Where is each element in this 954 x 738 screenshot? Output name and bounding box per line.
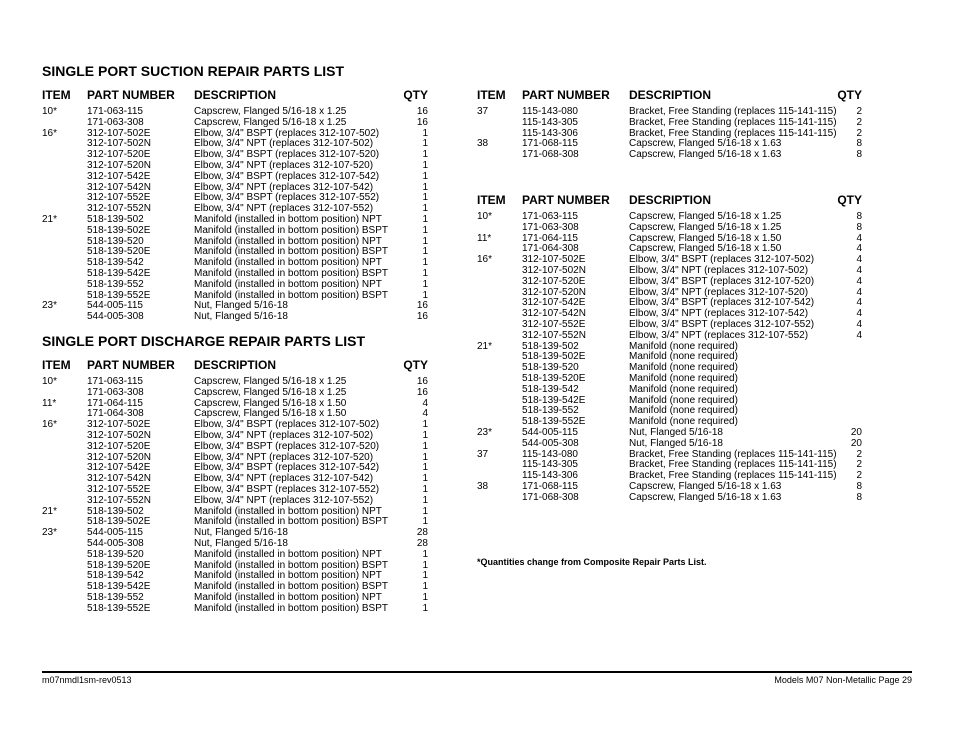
description-cell: Manifold (installed in bottom position) NPT xyxy=(194,213,382,225)
item-cell: 37 xyxy=(477,448,489,460)
description-cell: Capscrew, Flanged 5/16-18 x 1.25 xyxy=(194,376,347,387)
part-number-cell: 312-107-502E xyxy=(87,127,151,139)
table-row xyxy=(477,493,862,504)
part-number-cell: 312-107-542N xyxy=(87,473,151,485)
header-part-number: PART NUMBER xyxy=(87,358,175,372)
part-number-cell: 312-107-542E xyxy=(87,462,151,474)
header-description: DESCRIPTION xyxy=(629,193,712,207)
table-row xyxy=(42,118,428,129)
part-number-cell: 312-107-542E xyxy=(87,170,151,182)
qty-cell: 1 xyxy=(422,429,428,441)
part-number-cell: 312-107-520E xyxy=(87,149,151,161)
table-row xyxy=(477,331,862,342)
part-number-cell: 115-143-306 xyxy=(522,127,578,139)
item-cell: 38 xyxy=(477,480,489,492)
suction-section-title: SINGLE PORT SUCTION REPAIR PARTS LIST xyxy=(42,63,345,79)
qty-cell: 4 xyxy=(856,232,862,244)
description-cell: Manifold (installed in bottom position) BSPT xyxy=(194,246,388,258)
qty-cell: 1 xyxy=(422,570,428,582)
qty-cell: 2 xyxy=(856,470,862,482)
qty-cell: 4 xyxy=(856,318,862,330)
qty-cell: 1 xyxy=(422,494,428,506)
part-number-cell: 312-107-502E xyxy=(87,419,151,431)
qty-cell: 16 xyxy=(416,106,428,117)
description-cell: Bracket, Free Standing (replaces 115-141-115) xyxy=(629,106,837,117)
description-cell: Elbow, 3/4" NPT (replaces 312-107-520) xyxy=(194,451,374,463)
table-header xyxy=(477,193,862,207)
table-body xyxy=(477,107,862,161)
table-header xyxy=(42,358,428,372)
qty-cell: 8 xyxy=(856,480,862,492)
description-cell: Elbow, 3/4" BSPT (replaces 312-107-552) xyxy=(194,192,380,204)
part-number-cell: 171-064-308 xyxy=(522,243,579,255)
description-cell: Manifold (installed in bottom position) BSPT xyxy=(194,224,388,236)
qty-cell: 1 xyxy=(422,213,428,225)
item-cell: 23* xyxy=(477,426,493,438)
description-cell: Manifold (none required) xyxy=(629,383,738,395)
part-number-cell: 518-139-520E xyxy=(522,372,586,384)
part-number-cell: 518-139-552 xyxy=(87,591,144,603)
part-number-cell: 518-139-542 xyxy=(87,257,144,269)
qty-cell: 1 xyxy=(422,159,428,171)
header-qty: QTY xyxy=(837,88,862,102)
part-number-cell: 518-139-520 xyxy=(522,362,579,374)
description-cell: Nut, Flanged 5/16-18 xyxy=(629,437,723,449)
part-number-cell: 312-107-520N xyxy=(522,286,586,298)
description-cell: Capscrew, Flanged 5/16-18 x 1.63 xyxy=(629,138,782,150)
part-number-cell: 312-107-502N xyxy=(87,429,151,441)
part-number-cell: 312-107-520N xyxy=(87,451,151,463)
description-cell: Bracket, Free Standing (replaces 115-141-115) xyxy=(629,470,837,482)
description-cell: Elbow, 3/4" NPT (replaces 312-107-520) xyxy=(629,286,809,298)
qty-cell: 1 xyxy=(422,170,428,182)
part-number-cell: 312-107-542N xyxy=(87,181,151,193)
qty-cell: 1 xyxy=(422,257,428,269)
qty-cell: 1 xyxy=(422,548,428,560)
qty-cell: 1 xyxy=(422,591,428,603)
description-cell: Elbow, 3/4" NPT (replaces 312-107-502) xyxy=(629,264,809,276)
description-cell: Elbow, 3/4" NPT (replaces 312-107-542) xyxy=(194,181,374,193)
header-part-number: PART NUMBER xyxy=(522,193,610,207)
header-part-number: PART NUMBER xyxy=(522,88,610,102)
qty-cell: 2 xyxy=(856,106,862,117)
part-number-cell: 171-068-115 xyxy=(522,138,578,150)
qty-cell: 4 xyxy=(422,408,428,420)
description-cell: Manifold (installed in bottom position) BSPT xyxy=(194,289,388,301)
qty-cell: 2 xyxy=(856,448,862,460)
table-row xyxy=(477,223,862,234)
discharge-section-title: SINGLE PORT DISCHARGE REPAIR PARTS LIST xyxy=(42,333,366,349)
part-number-cell: 312-107-520E xyxy=(87,440,151,452)
item-cell: 16* xyxy=(42,127,58,139)
part-number-cell: 171-063-308 xyxy=(87,116,144,128)
qty-cell: 1 xyxy=(422,473,428,485)
qty-cell: 1 xyxy=(422,127,428,139)
qty-cell: 1 xyxy=(422,516,428,528)
part-number-cell: 312-107-552N xyxy=(87,494,151,506)
description-cell: Capscrew, Flanged 5/16-18 x 1.63 xyxy=(629,491,782,503)
part-number-cell: 115-143-305 xyxy=(522,459,578,471)
description-cell: Manifold (installed in bottom position) BSPT xyxy=(194,559,388,571)
description-cell: Manifold (none required) xyxy=(629,340,738,352)
table-row xyxy=(477,385,862,396)
qty-cell: 1 xyxy=(422,181,428,193)
description-cell: Manifold (none required) xyxy=(629,362,738,374)
item-cell: 23* xyxy=(42,300,58,312)
qty-cell: 4 xyxy=(422,397,428,409)
table-row xyxy=(42,226,428,237)
description-cell: Nut, Flanged 5/16-18 xyxy=(194,527,288,539)
part-number-cell: 544-005-308 xyxy=(87,537,144,549)
part-number-cell: 115-143-306 xyxy=(522,470,578,482)
description-cell: Manifold (installed in bottom position) NPT xyxy=(194,235,382,247)
qty-cell: 1 xyxy=(422,462,428,474)
description-cell: Manifold (installed in bottom position) BSPT xyxy=(194,267,388,279)
description-cell: Capscrew, Flanged 5/16-18 x 1.25 xyxy=(194,106,347,117)
description-cell: Elbow, 3/4" BSPT (replaces 312-107-520) xyxy=(629,275,815,287)
description-cell: Elbow, 3/4" NPT (replaces 312-107-520) xyxy=(194,159,374,171)
description-cell: Capscrew, Flanged 5/16-18 x 1.50 xyxy=(629,232,782,244)
qty-cell: 8 xyxy=(856,211,862,222)
table-row xyxy=(42,550,428,561)
qty-cell: 1 xyxy=(422,203,428,215)
description-cell: Elbow, 3/4" NPT (replaces 312-107-552) xyxy=(629,329,809,341)
header-item: ITEM xyxy=(42,88,71,102)
qty-cell: 1 xyxy=(422,483,428,495)
part-number-cell: 518-139-502E xyxy=(87,516,151,528)
qty-cell: 1 xyxy=(422,581,428,593)
description-cell: Elbow, 3/4" NPT (replaces 312-107-542) xyxy=(629,308,809,320)
part-number-cell: 518-139-542 xyxy=(522,383,579,395)
description-cell: Elbow, 3/4" BSPT (replaces 312-107-542) xyxy=(194,462,380,474)
item-cell: 23* xyxy=(42,527,58,539)
description-cell: Manifold (installed in bottom position) BSPT xyxy=(194,581,388,593)
header-description: DESCRIPTION xyxy=(629,88,712,102)
part-number-cell: 518-139-502E xyxy=(522,351,586,363)
description-cell: Elbow, 3/4" NPT (replaces 312-107-552) xyxy=(194,203,374,215)
qty-cell: 16 xyxy=(416,311,428,323)
description-cell: Manifold (none required) xyxy=(629,394,738,406)
item-cell: 16* xyxy=(477,254,493,266)
part-number-cell: 518-139-542E xyxy=(522,394,586,406)
table-row xyxy=(42,496,428,507)
part-number-cell: 544-005-308 xyxy=(87,311,144,323)
header-qty: QTY xyxy=(403,88,428,102)
part-number-cell: 544-005-115 xyxy=(87,300,143,312)
part-number-cell: 312-107-552N xyxy=(522,329,586,341)
description-cell: Capscrew, Flanged 5/16-18 x 1.50 xyxy=(629,243,782,255)
part-number-cell: 171-068-308 xyxy=(522,149,579,161)
part-number-cell: 518-139-502 xyxy=(522,340,579,352)
table-header xyxy=(477,88,862,102)
header-item: ITEM xyxy=(477,88,506,102)
item-cell: 37 xyxy=(477,106,489,117)
part-number-cell: 518-139-552E xyxy=(87,289,151,301)
part-number-cell: 171-064-115 xyxy=(87,397,143,409)
description-cell: Manifold (none required) xyxy=(629,405,738,417)
part-number-cell: 518-139-552 xyxy=(87,278,144,290)
table-header xyxy=(42,88,428,102)
qty-cell: 1 xyxy=(422,138,428,150)
part-number-cell: 171-064-115 xyxy=(522,232,578,244)
item-cell: 38 xyxy=(477,138,489,150)
description-cell: Nut, Flanged 5/16-18 xyxy=(629,426,723,438)
part-number-cell: 171-063-115 xyxy=(522,211,578,222)
header-qty: QTY xyxy=(837,193,862,207)
qty-cell: 1 xyxy=(422,267,428,279)
qty-cell: 20 xyxy=(850,426,862,438)
description-cell: Elbow, 3/4" NPT (replaces 312-107-542) xyxy=(194,473,374,485)
qty-cell: 28 xyxy=(416,527,428,539)
qty-cell: 16 xyxy=(416,116,428,128)
part-number-cell: 171-063-115 xyxy=(87,106,143,117)
item-cell: 11* xyxy=(42,397,57,409)
description-cell: Elbow, 3/4" BSPT (replaces 312-107-502) xyxy=(629,254,815,266)
qty-cell: 4 xyxy=(856,243,862,255)
part-number-cell: 518-139-502E xyxy=(87,224,151,236)
qty-cell: 1 xyxy=(422,451,428,463)
qty-cell: 2 xyxy=(856,127,862,139)
qty-cell: 1 xyxy=(422,192,428,204)
description-cell: Manifold (installed in bottom position) NPT xyxy=(194,548,382,560)
table-body xyxy=(42,107,428,323)
discharge-parts-table xyxy=(42,358,428,615)
header-item: ITEM xyxy=(477,193,506,207)
description-cell: Bracket, Free Standing (replaces 115-141-115) xyxy=(629,127,837,139)
description-cell: Elbow, 3/4" NPT (replaces 312-107-502) xyxy=(194,429,374,441)
description-cell: Capscrew, Flanged 5/16-18 x 1.25 xyxy=(194,386,347,398)
part-number-cell: 171-068-115 xyxy=(522,480,578,492)
description-cell: Nut, Flanged 5/16-18 xyxy=(194,311,288,323)
header-description: DESCRIPTION xyxy=(194,358,277,372)
description-cell: Manifold (installed in bottom position) BSPT xyxy=(194,516,388,528)
description-cell: Elbow, 3/4" BSPT (replaces 312-107-520) xyxy=(194,149,380,161)
part-number-cell: 518-139-520E xyxy=(87,246,151,258)
qty-cell: 1 xyxy=(422,278,428,290)
part-number-cell: 544-005-115 xyxy=(87,527,143,539)
part-number-cell: 312-107-552N xyxy=(87,203,151,215)
page-footer-label: Models M07 Non-Metallic Page 29 xyxy=(774,675,912,685)
description-cell: Bracket, Free Standing (replaces 115-141-115) xyxy=(629,459,837,471)
description-cell: Capscrew, Flanged 5/16-18 x 1.50 xyxy=(194,408,347,420)
part-number-cell: 518-139-542 xyxy=(87,570,144,582)
header-qty: QTY xyxy=(403,358,428,372)
part-number-cell: 312-107-502N xyxy=(87,138,151,150)
description-cell: Manifold (installed in bottom position) BSPT xyxy=(194,602,388,614)
description-cell: Capscrew, Flanged 5/16-18 x 1.25 xyxy=(194,116,347,128)
qty-cell: 1 xyxy=(422,419,428,431)
part-number-cell: 312-107-542N xyxy=(522,308,586,320)
part-number-cell: 312-107-552E xyxy=(87,483,151,495)
qty-cell: 1 xyxy=(422,559,428,571)
part-number-cell: 312-107-520E xyxy=(522,275,586,287)
item-cell: 16* xyxy=(42,419,58,431)
document-code: m07nmdl1sm-rev0513 xyxy=(42,675,132,685)
qty-cell: 4 xyxy=(856,275,862,287)
suction-continued-table xyxy=(477,88,862,161)
qty-cell: 4 xyxy=(856,286,862,298)
qty-cell: 1 xyxy=(422,440,428,452)
qty-cell: 16 xyxy=(416,386,428,398)
qty-cell: 4 xyxy=(856,329,862,341)
item-cell: 21* xyxy=(477,340,493,352)
qty-cell: 8 xyxy=(856,221,862,233)
header-part-number: PART NUMBER xyxy=(87,88,175,102)
description-cell: Elbow, 3/4" NPT (replaces 312-107-552) xyxy=(194,494,374,506)
table-row xyxy=(42,312,428,323)
table-row xyxy=(477,277,862,288)
item-cell: 21* xyxy=(42,213,58,225)
description-cell: Capscrew, Flanged 5/16-18 x 1.25 xyxy=(629,221,782,233)
description-cell: Bracket, Free Standing (replaces 115-141-115) xyxy=(629,116,837,128)
description-cell: Elbow, 3/4" BSPT (replaces 312-107-502) xyxy=(194,127,380,139)
qty-cell: 1 xyxy=(422,505,428,517)
description-cell: Elbow, 3/4" BSPT (replaces 312-107-502) xyxy=(194,419,380,431)
qty-cell: 28 xyxy=(416,537,428,549)
table-row xyxy=(42,172,428,183)
part-number-cell: 518-139-552E xyxy=(522,416,586,428)
part-number-cell: 171-063-308 xyxy=(87,386,144,398)
part-number-cell: 115-143-080 xyxy=(522,448,578,460)
table-body xyxy=(477,212,862,504)
qty-cell: 4 xyxy=(856,308,862,320)
table-row xyxy=(42,388,428,399)
description-cell: Elbow, 3/4" BSPT (replaces 312-107-520) xyxy=(194,440,380,452)
description-cell: Capscrew, Flanged 5/16-18 x 1.25 xyxy=(629,211,782,222)
table-row xyxy=(42,280,428,291)
description-cell: Manifold (installed in bottom position) NPT xyxy=(194,570,382,582)
item-cell: 21* xyxy=(42,505,58,517)
part-number-cell: 115-143-080 xyxy=(522,106,578,117)
part-number-cell: 518-139-552E xyxy=(87,602,151,614)
description-cell: Manifold (installed in bottom position) NPT xyxy=(194,257,382,269)
qty-cell: 1 xyxy=(422,235,428,247)
qty-cell: 1 xyxy=(422,602,428,614)
discharge-continued-table xyxy=(477,193,862,504)
part-number-cell: 518-139-520 xyxy=(87,548,144,560)
description-cell: Elbow, 3/4" BSPT (replaces 312-107-552) xyxy=(629,318,815,330)
description-cell: Manifold (installed in bottom position) NPT xyxy=(194,591,382,603)
description-cell: Elbow, 3/4" BSPT (replaces 312-107-542) xyxy=(194,170,380,182)
part-number-cell: 518-139-542E xyxy=(87,267,151,279)
part-number-cell: 171-068-308 xyxy=(522,491,579,503)
qty-cell: 16 xyxy=(416,376,428,387)
description-cell: Bracket, Free Standing (replaces 115-141-115) xyxy=(629,448,837,460)
table-row xyxy=(477,150,862,161)
qty-cell: 20 xyxy=(850,437,862,449)
qty-cell: 16 xyxy=(416,300,428,312)
qty-cell: 2 xyxy=(856,459,862,471)
item-cell: 10* xyxy=(477,211,493,222)
part-number-cell: 171-063-308 xyxy=(522,221,579,233)
qty-cell: 4 xyxy=(856,254,862,266)
qty-cell: 1 xyxy=(422,149,428,161)
qty-cell: 4 xyxy=(856,264,862,276)
part-number-cell: 312-107-542E xyxy=(522,297,586,309)
suction-parts-table xyxy=(42,88,428,323)
description-cell: Capscrew, Flanged 5/16-18 x 1.63 xyxy=(629,149,782,161)
part-number-cell: 171-064-308 xyxy=(87,408,144,420)
qty-cell: 4 xyxy=(856,297,862,309)
part-number-cell: 115-143-305 xyxy=(522,116,578,128)
table-row xyxy=(42,442,428,453)
description-cell: Nut, Flanged 5/16-18 xyxy=(194,537,288,549)
description-cell: Nut, Flanged 5/16-18 xyxy=(194,300,288,312)
item-cell: 11* xyxy=(477,232,492,244)
part-number-cell: 171-063-115 xyxy=(87,376,143,387)
part-number-cell: 312-107-552E xyxy=(87,192,151,204)
description-cell: Manifold (installed in bottom position) NPT xyxy=(194,505,382,517)
table-row xyxy=(42,604,428,615)
item-cell: 10* xyxy=(42,106,58,117)
qty-cell: 8 xyxy=(856,491,862,503)
description-cell: Capscrew, Flanged 5/16-18 x 1.63 xyxy=(629,480,782,492)
part-number-cell: 312-107-520N xyxy=(87,159,151,171)
part-number-cell: 518-139-520 xyxy=(87,235,144,247)
part-number-cell: 518-139-502 xyxy=(87,505,144,517)
description-cell: Manifold (none required) xyxy=(629,416,738,428)
qty-cell: 2 xyxy=(856,116,862,128)
table-body xyxy=(42,377,428,615)
part-number-cell: 544-005-115 xyxy=(522,426,578,438)
qty-cell: 1 xyxy=(422,246,428,258)
qty-cell: 8 xyxy=(856,149,862,161)
description-cell: Capscrew, Flanged 5/16-18 x 1.50 xyxy=(194,397,347,409)
table-row xyxy=(477,439,862,450)
header-description: DESCRIPTION xyxy=(194,88,277,102)
description-cell: Manifold (none required) xyxy=(629,351,738,363)
description-cell: Manifold (none required) xyxy=(629,372,738,384)
part-number-cell: 518-139-542E xyxy=(87,581,151,593)
item-cell: 10* xyxy=(42,376,58,387)
description-cell: Elbow, 3/4" BSPT (replaces 312-107-552) xyxy=(194,483,380,495)
footer-rule xyxy=(42,671,912,673)
part-number-cell: 312-107-502E xyxy=(522,254,586,266)
description-cell: Elbow, 3/4" BSPT (replaces 312-107-542) xyxy=(629,297,815,309)
qty-cell: 1 xyxy=(422,289,428,301)
header-item: ITEM xyxy=(42,358,71,372)
description-cell: Elbow, 3/4" NPT (replaces 312-107-502) xyxy=(194,138,374,150)
qty-cell: 1 xyxy=(422,224,428,236)
description-cell: Manifold (installed in bottom position) NPT xyxy=(194,278,382,290)
quantities-footnote: *Quantities change from Composite Repair Parts List. xyxy=(477,557,707,567)
qty-cell: 8 xyxy=(856,138,862,150)
table-row xyxy=(477,118,862,129)
part-number-cell: 518-139-552 xyxy=(522,405,579,417)
part-number-cell: 518-139-502 xyxy=(87,213,144,225)
part-number-cell: 518-139-520E xyxy=(87,559,151,571)
part-number-cell: 544-005-308 xyxy=(522,437,579,449)
part-number-cell: 312-107-502N xyxy=(522,264,586,276)
part-number-cell: 312-107-552E xyxy=(522,318,586,330)
